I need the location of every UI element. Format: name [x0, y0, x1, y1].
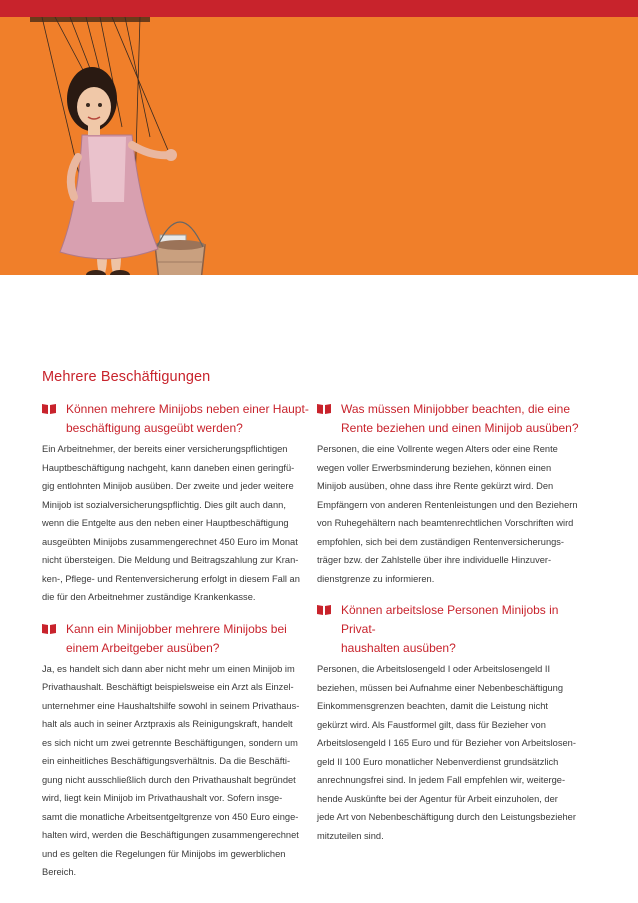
- question-line: Können mehrere Minijobs neben einer Haupt-: [66, 402, 309, 416]
- question-heading: [317, 601, 595, 658]
- question-line: Können arbeitslose Personen Minijobs in Privat-: [341, 603, 559, 636]
- text-line: Hauptbeschäftigung nachgeht, kann daneben einen geringfü-: [42, 462, 295, 473]
- text-line: Personen, die eine Vollrente wegen Alters oder eine Rente: [317, 444, 558, 454]
- question-heading: [42, 400, 320, 438]
- book-icon: [317, 604, 331, 615]
- marionette-illustration: [0, 17, 638, 275]
- answer-paragraph: [42, 440, 320, 607]
- text-line: die für den Arbeitnehmer zuständige Krankenkasse.: [42, 592, 256, 602]
- question-line: Rente beziehen und einen Minijob ausüben?: [341, 421, 579, 435]
- question-heading: [42, 620, 320, 658]
- text-line: Ja, es handelt sich dann aber nicht mehr um einen Minijob im: [42, 663, 295, 674]
- text-line: Bereich.: [42, 867, 77, 877]
- text-line: nicht übersteigen. Die Meldung und Beitragszahlung zur Kran-: [42, 555, 299, 565]
- text-line: geld II 100 Euro monatlicher Nebenverdienst grundsätzlich: [317, 756, 559, 767]
- text-line: jede Art von Nebenbeschäftigung durch den Leistungsbezieher: [317, 812, 576, 822]
- text-line: Ein Arbeitnehmer, der bereits einer versicherungspflichtigen: [42, 444, 288, 454]
- book-icon: [317, 403, 331, 414]
- left-column: [42, 400, 320, 882]
- text-line: gung nicht ausschließlich durch den Privathaushalt begründet: [42, 774, 296, 785]
- text-line: empfohlen, sich bei dem zuständigen Rentenversicherungs-: [317, 536, 565, 547]
- question-line: beschäftigung ausgeübt werden?: [66, 421, 243, 435]
- question-heading: [317, 400, 595, 438]
- question-line: Was müssen Minijobber beachten, die eine: [341, 402, 571, 416]
- text-line: hende Auskünfte bei der Agentur für Arbeit einzuholen, der: [317, 793, 558, 804]
- book-icon: [42, 403, 56, 414]
- text-line: gig entlohnten Minijob ausüben. Der zweite und jeder weitere: [42, 481, 294, 491]
- text-line: träger bzw. der Zahlstelle über ihre individuelle Hinzuver-: [317, 555, 552, 565]
- text-line: wird, liegt kein Minijob im Privathaushalt vor. Sofern insge-: [42, 793, 283, 803]
- question-line: Kann ein Minijobber mehrere Minijobs bei: [66, 621, 287, 636]
- text-line: unternehmer eine Haushaltshilfe sowohl in seinem Privathaus-: [42, 700, 300, 711]
- text-line: und es gelten die Regelungen für Minijobs im gewerblichen: [42, 848, 286, 859]
- question-line: haushalten ausüben?: [341, 641, 456, 655]
- text-line: anrechnungsfrei sind. In jedem Fall empfehlen wir, weiterge-: [317, 775, 566, 785]
- text-line: wegen voller Erwerbsminderung beziehen, können einen: [317, 462, 552, 473]
- answer-paragraph: [317, 660, 595, 845]
- text-line: Personen, die Arbeitslosengeld I oder Arbeitslosengeld II: [317, 664, 551, 674]
- text-line: halten wird, werden die Beschäftigungen zusammengerechnet: [42, 830, 299, 840]
- text-line: ken-, Pflege- und Rentenversicherung erfolgt in diesem Fall an: [42, 573, 300, 584]
- text-line: gekürzt wird. Als Faustformel gilt, dass für Bezieher von: [317, 719, 546, 730]
- bucket: [155, 222, 205, 275]
- text-line: Minijob ausüben, ohne dass ihre Rente gekürzt wird. Den: [317, 481, 554, 491]
- text-line: Arbeitslosengeld I 165 Euro und für Bezieher von Arbeitslosen-: [317, 738, 576, 748]
- text-line: ausgeübten Minijobs zusammengerechnet 450 Euro im Monat: [42, 536, 298, 547]
- text-line: Minijob ist sozialversicherungspflichtig. Dies gilt auch dann,: [42, 499, 286, 510]
- question-line: einem Arbeitgeber ausüben?: [66, 640, 220, 655]
- text-line: mitzuteilen sind.: [317, 830, 384, 841]
- answer-paragraph: [42, 660, 320, 882]
- text-line: es sich nicht um zwei getrennte Beschäftigungen, sondern um: [42, 737, 298, 748]
- book-icon: [42, 623, 56, 634]
- text-line: Privathaushalt. Beschäftigt beispielsweise ein Arzt als Einzel-: [42, 682, 294, 692]
- text-line: Empfängern von anderen Rentenleistungen und den Beziehern: [317, 499, 578, 510]
- section-title: Mehrere Beschäftigungen: [42, 369, 211, 385]
- text-line: wenn die Entgelte aus den neben einer Hauptbeschäftigung: [42, 518, 289, 528]
- text-line: von Ruhegehältern nach beamtenrechtlichen Vorschriften wird: [317, 518, 574, 528]
- text-line: Einkommensgrenzen beachten, damit die Leistung nicht: [317, 701, 549, 711]
- answer-paragraph: [317, 440, 595, 588]
- hero-banner: [0, 17, 638, 275]
- text-line: samt die monatliche Arbeitsentgeltgrenze von 450 Euro einge-: [42, 811, 299, 822]
- top-red-bar: [0, 0, 638, 17]
- text-line: beziehen, müssen bei Aufnahme einer Nebenbeschäftigung: [317, 682, 564, 693]
- right-column: [317, 400, 595, 845]
- text-line: dienstgrenze zu informieren.: [317, 573, 435, 584]
- text-line: ein einheitliches Beschäftigungsverhältnis. Da die Beschäfti-: [42, 756, 291, 766]
- text-line: halt als auch in seiner Arztpraxis als Reinigungskraft, handelt: [42, 719, 293, 729]
